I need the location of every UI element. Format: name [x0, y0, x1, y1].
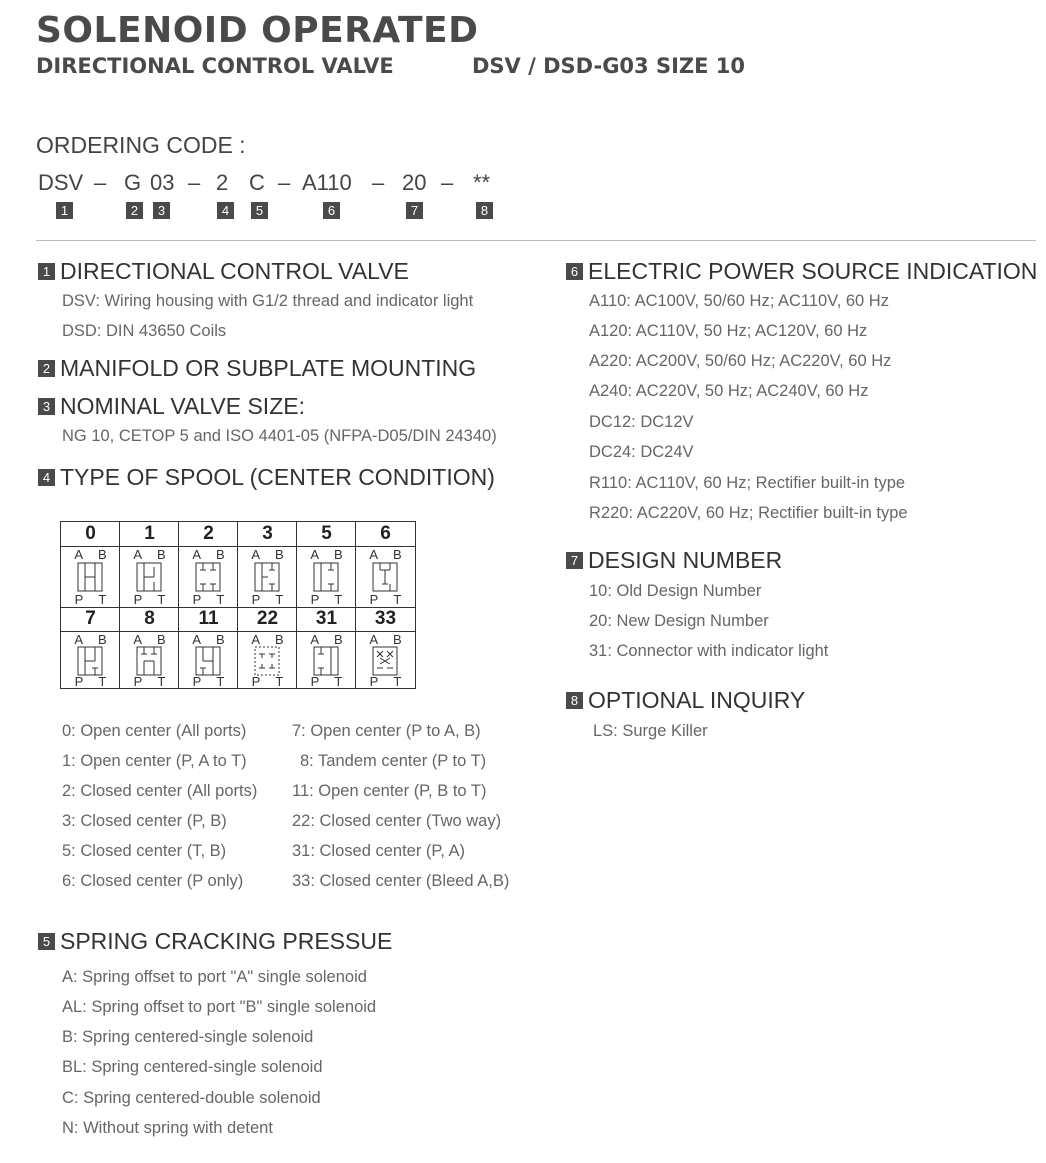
section-7-line: 31: Connector with indicator light: [589, 642, 829, 660]
spool-number: 31: [315, 608, 338, 629]
spool-desc: 8: Tandem center (P to T): [300, 752, 487, 770]
port-labels-ab: A B: [310, 632, 349, 647]
spool-symbol-icon: [313, 646, 339, 676]
section-number: 8: [566, 692, 583, 709]
section-title: DIRECTIONAL CONTROL VALVE: [60, 258, 409, 284]
code-index-2: 2: [126, 202, 143, 219]
code-part-g: G: [124, 170, 142, 195]
section-6-line: A220: AC200V, 50/60 Hz; AC220V, 60 Hz: [589, 352, 892, 370]
section-8-heading: [566, 687, 805, 714]
spool-symbol-icon: [372, 562, 398, 592]
section-title: TYPE OF SPOOL (CENTER CONDITION): [60, 464, 495, 490]
code-part-03: 03: [150, 170, 175, 195]
spool-desc: 7: Open center (P to A, B): [292, 722, 481, 740]
page-title: SOLENOID OPERATED: [36, 10, 479, 51]
spool-number: 33: [374, 608, 397, 629]
spool-symbol-icon: [195, 646, 221, 676]
spool-symbol-icon: [195, 562, 221, 592]
section-5-line: A: Spring offset to port "A" single solenoid: [62, 968, 367, 986]
port-labels-ab: A B: [192, 632, 231, 647]
port-labels-ab: A B: [133, 547, 172, 562]
spool-cell-1: [120, 522, 179, 607]
spool-number: 22: [256, 608, 279, 629]
code-dash: –: [278, 170, 291, 195]
spool-number: 0: [85, 523, 96, 544]
port-labels-pt: P T: [369, 592, 408, 607]
code-part-2: 2: [216, 170, 229, 195]
code-part-a110: A110: [302, 170, 352, 195]
spool-desc: 6: Closed center (P only): [62, 872, 244, 890]
spool-cell-0: [61, 522, 120, 607]
section-number: 1: [38, 263, 55, 280]
code-index-4: 4: [217, 202, 234, 219]
port-labels-pt: P T: [369, 674, 408, 689]
spool-number: 1: [144, 523, 155, 544]
spool-symbol-icon: [136, 646, 162, 676]
port-labels-pt: P T: [133, 592, 172, 607]
code-dash: –: [372, 170, 385, 195]
section-3-heading: [38, 393, 305, 420]
spool-desc: 3: Closed center (P, B): [62, 812, 227, 830]
spool-desc: 11: Open center (P, B to T): [292, 782, 487, 800]
section-5-line: N: Without spring with detent: [62, 1119, 273, 1137]
spool-number: 6: [380, 523, 391, 544]
section-number: 7: [566, 552, 583, 569]
section-1-line: DSD: DIN 43650 Coils: [62, 322, 227, 340]
port-labels-ab: A B: [74, 632, 113, 647]
model-label: DSV / DSD-G03 SIZE 10: [472, 54, 746, 78]
spool-number: 8: [144, 608, 155, 629]
code-dash: –: [188, 170, 201, 195]
spool-cell-8: [120, 607, 179, 689]
code-dash: –: [441, 170, 454, 195]
port-labels-ab: A B: [310, 547, 349, 562]
spool-symbol-icon: [136, 562, 162, 592]
code-part-20: 20: [402, 170, 427, 195]
section-number: 5: [38, 933, 55, 950]
port-labels-ab: A B: [251, 632, 290, 647]
spool-cell-6: [356, 522, 415, 607]
port-labels-ab: A B: [133, 632, 172, 647]
section-5-line: B: Spring centered-single solenoid: [62, 1028, 314, 1046]
section-6-line: DC24: DC24V: [589, 443, 694, 461]
spool-symbol-icon: [77, 562, 103, 592]
spool-symbol-icon: [372, 646, 398, 676]
spool-desc: 0: Open center (All ports): [62, 722, 247, 740]
section-2-heading: [38, 355, 476, 382]
spool-number: 2: [203, 523, 214, 544]
spool-number: 5: [321, 523, 332, 544]
code-part-dsv: DSV: [38, 170, 84, 195]
spool-desc: 31: Closed center (P, A): [292, 842, 466, 860]
divider: [36, 240, 1036, 241]
section-6-line: A240: AC220V, 50 Hz; AC240V, 60 Hz: [589, 382, 869, 400]
spool-desc: 33: Closed center (Bleed A,B): [292, 872, 510, 890]
port-labels-ab: A B: [74, 547, 113, 562]
code-part-options: **: [473, 170, 491, 195]
code-index-8: 8: [476, 202, 493, 219]
port-labels-pt: P T: [310, 592, 349, 607]
section-6-line: A110: AC100V, 50/60 Hz; AC110V, 60 Hz: [589, 292, 889, 310]
code-index-1: 1: [56, 202, 73, 219]
port-labels-pt: P T: [251, 674, 290, 689]
section-title: ELECTRIC POWER SOURCE INDICATION: [588, 258, 1038, 284]
spool-number: 7: [85, 608, 96, 629]
section-4-heading: [38, 464, 495, 491]
port-labels-pt: P T: [310, 674, 349, 689]
spool-cell-11: [179, 607, 238, 689]
section-7-line: 10: Old Design Number: [589, 582, 762, 600]
code-part-c: C: [249, 170, 265, 195]
ordering-code-label: ORDERING CODE :: [36, 132, 246, 158]
spool-type-table: [60, 521, 416, 689]
code-dash: –: [94, 170, 107, 195]
spool-symbol-icon: [254, 562, 280, 592]
port-labels-pt: P T: [192, 674, 231, 689]
section-number: 4: [38, 469, 55, 486]
section-6-line: DC12: DC12V: [589, 413, 694, 431]
section-title: NOMINAL VALVE SIZE:: [60, 393, 305, 419]
spool-cell-31: [297, 607, 356, 689]
spool-cell-22: [238, 607, 297, 689]
port-labels-pt: P T: [192, 592, 231, 607]
spool-cell-5: [297, 522, 356, 607]
section-5-line: BL: Spring centered-single solenoid: [62, 1058, 323, 1076]
spool-symbol-icon: [254, 646, 280, 676]
section-6-line: R110: AC110V, 60 Hz; Rectifier built-in type: [589, 474, 906, 492]
section-title: SPRING CRACKING PRESSUE: [60, 928, 393, 954]
section-5-line: AL: Spring offset to port "B" single solenoid: [62, 998, 377, 1016]
spool-cell-33: [356, 607, 415, 689]
spool-desc: 22: Closed center (Two way): [292, 812, 502, 830]
spool-cell-3: [238, 522, 297, 607]
section-1-line: DSV: Wiring housing with G1/2 thread and indicator light: [62, 292, 474, 310]
section-6-heading: [566, 258, 1037, 285]
code-index-3: 3: [153, 202, 170, 219]
port-labels-ab: A B: [251, 547, 290, 562]
section-number: 3: [38, 398, 55, 415]
section-1-heading: [38, 258, 409, 285]
port-labels-ab: A B: [369, 547, 408, 562]
section-number: 2: [38, 360, 55, 377]
code-index-6: 6: [323, 202, 340, 219]
spool-cell-7: [61, 607, 120, 689]
section-7-line: 20: New Design Number: [589, 612, 769, 630]
port-labels-ab: A B: [369, 632, 408, 647]
spool-symbol-icon: [313, 562, 339, 592]
spool-number: 11: [198, 608, 219, 629]
section-6-line: R220: AC220V, 60 Hz; Rectifier built-in type: [589, 504, 908, 522]
section-7-heading: [566, 547, 782, 574]
spool-desc: 2: Closed center (All ports): [62, 782, 258, 800]
port-labels-pt: P T: [251, 592, 290, 607]
spool-number: 3: [262, 523, 273, 544]
spool-cell-2: [179, 522, 238, 607]
page-subtitle: DIRECTIONAL CONTROL VALVE: [36, 54, 394, 78]
port-labels-ab: A B: [192, 547, 231, 562]
section-6-line: A120: AC110V, 50 Hz; AC120V, 60 Hz: [589, 322, 868, 340]
section-title: MANIFOLD OR SUBPLATE MOUNTING: [60, 355, 477, 381]
code-index-7: 7: [406, 202, 423, 219]
section-8-line: LS: Surge Killer: [593, 722, 708, 740]
spool-desc: 5: Closed center (T, B): [62, 842, 227, 860]
section-number: 6: [566, 263, 583, 280]
port-labels-pt: P T: [74, 674, 113, 689]
section-5-line: C: Spring centered-double solenoid: [62, 1089, 321, 1107]
section-5-heading: [38, 928, 392, 955]
port-labels-pt: P T: [74, 592, 113, 607]
section-title: DESIGN NUMBER: [588, 547, 783, 573]
section-3-line: NG 10, CETOP 5 and ISO 4401-05 (NFPA-D05/DIN 24340): [62, 427, 497, 445]
spool-desc: 1: Open center (P, A to T): [62, 752, 247, 770]
spool-symbol-icon: [77, 646, 103, 676]
code-index-5: 5: [251, 202, 268, 219]
section-title: OPTIONAL INQUIRY: [588, 687, 806, 713]
port-labels-pt: P T: [133, 674, 172, 689]
